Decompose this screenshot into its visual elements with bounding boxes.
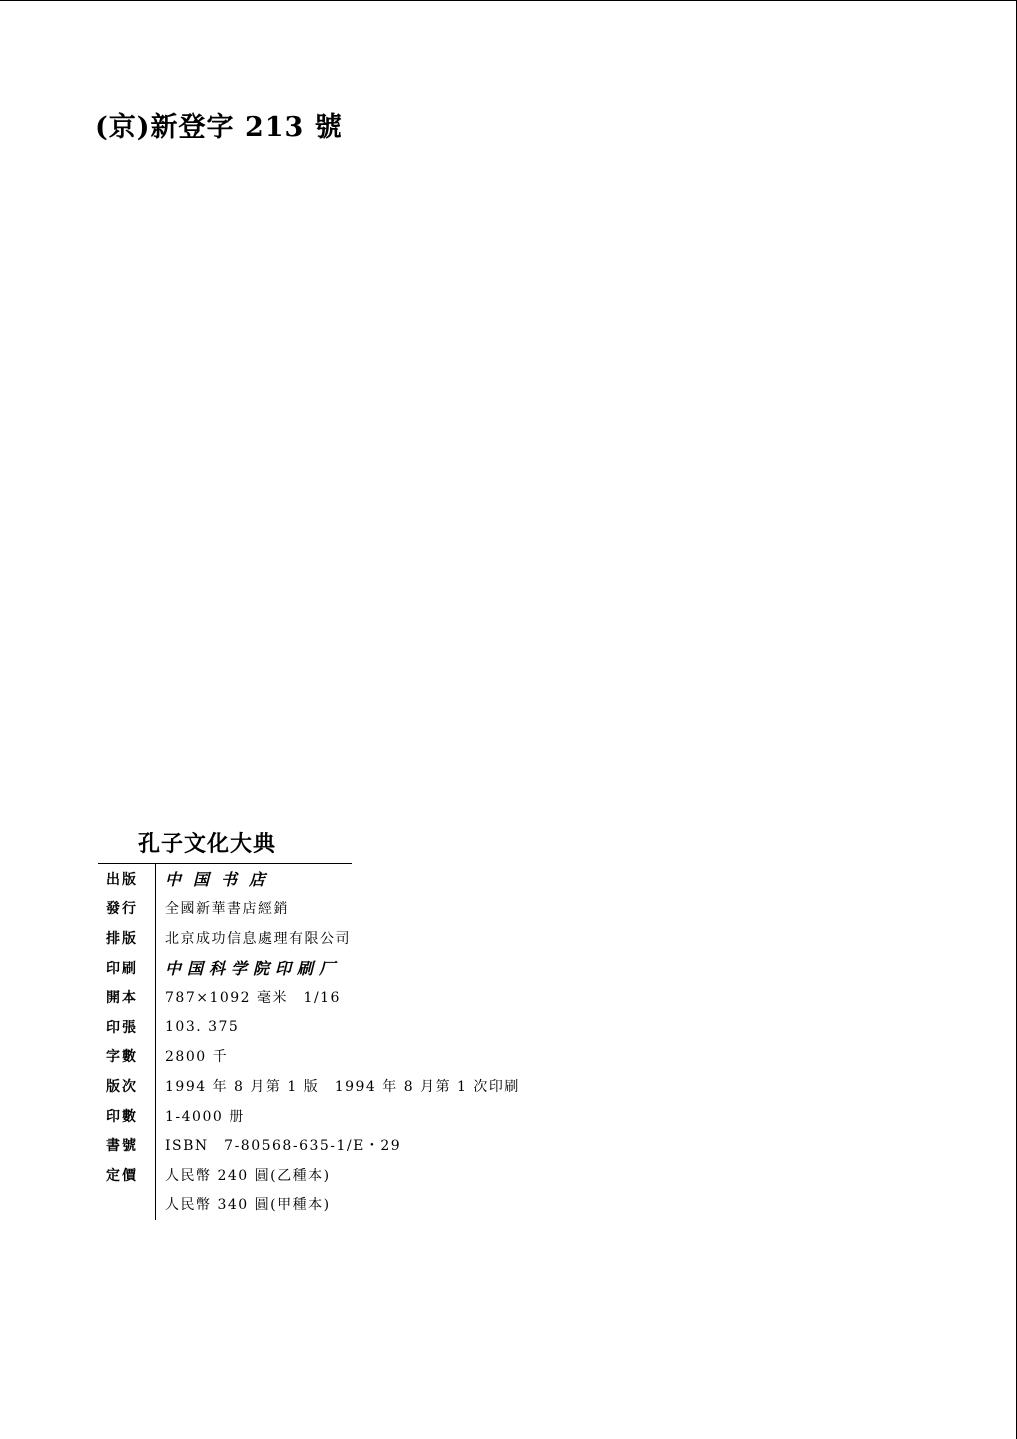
colophon-row-typesetting [98, 923, 558, 953]
row-label: 印張 [106, 1019, 138, 1036]
book-title: 孔子文化大典 [138, 831, 277, 857]
row-label: 出版 [106, 871, 138, 888]
colophon-table [98, 864, 558, 1219]
colophon-row-edition [98, 1071, 558, 1101]
row-label: 書號 [106, 1138, 138, 1155]
row-value: 787×1092 毫米 1/16 [165, 990, 341, 1007]
colophon-row-sheets [98, 1012, 558, 1042]
row-value: 2800 千 [165, 1049, 229, 1066]
row-value: 1-4000 册 [165, 1108, 245, 1125]
row-label: 開本 [106, 990, 138, 1007]
colophon-row-print-run [98, 1101, 558, 1131]
colophon-row-price [98, 1160, 558, 1190]
row-label: 發行 [106, 901, 138, 918]
row-value: 北京成功信息處理有限公司 [165, 930, 351, 947]
colophon-row-price-alt [98, 1190, 558, 1220]
row-label: 定價 [106, 1167, 138, 1184]
row-value: 103. 375 [165, 1018, 240, 1035]
row-value: 1994 年 8 月第 1 版 1994 年 8 月第 1 次印刷 [165, 1078, 520, 1095]
row-label: 字數 [106, 1049, 138, 1066]
row-value: 人民幣 340 圓(甲種本) [165, 1197, 331, 1214]
colophon-row-format [98, 982, 558, 1012]
row-value-calligraphy: 中国书店 [165, 870, 278, 890]
registration-number: (京)新登字 213 號 [95, 112, 343, 143]
colophon-row-word-count [98, 1042, 558, 1072]
colophon-row-distribution [98, 894, 558, 924]
row-label: 版次 [106, 1078, 138, 1095]
row-label: 印刷 [106, 960, 138, 977]
row-value: ISBN 7-80568-635-1/E・29 [165, 1138, 402, 1155]
colophon-block [98, 827, 558, 1219]
row-value: 全國新華書店經銷 [165, 901, 289, 918]
colophon-row-publisher [98, 864, 558, 894]
row-value-calligraphy: 中国科学院印刷厂 [165, 959, 342, 979]
row-label: 印數 [106, 1108, 138, 1125]
row-value: 人民幣 240 圓(乙種本) [165, 1167, 331, 1184]
colophon-row-printer [98, 953, 558, 983]
colophon-row-isbn [98, 1130, 558, 1160]
row-label: 排版 [106, 930, 138, 947]
